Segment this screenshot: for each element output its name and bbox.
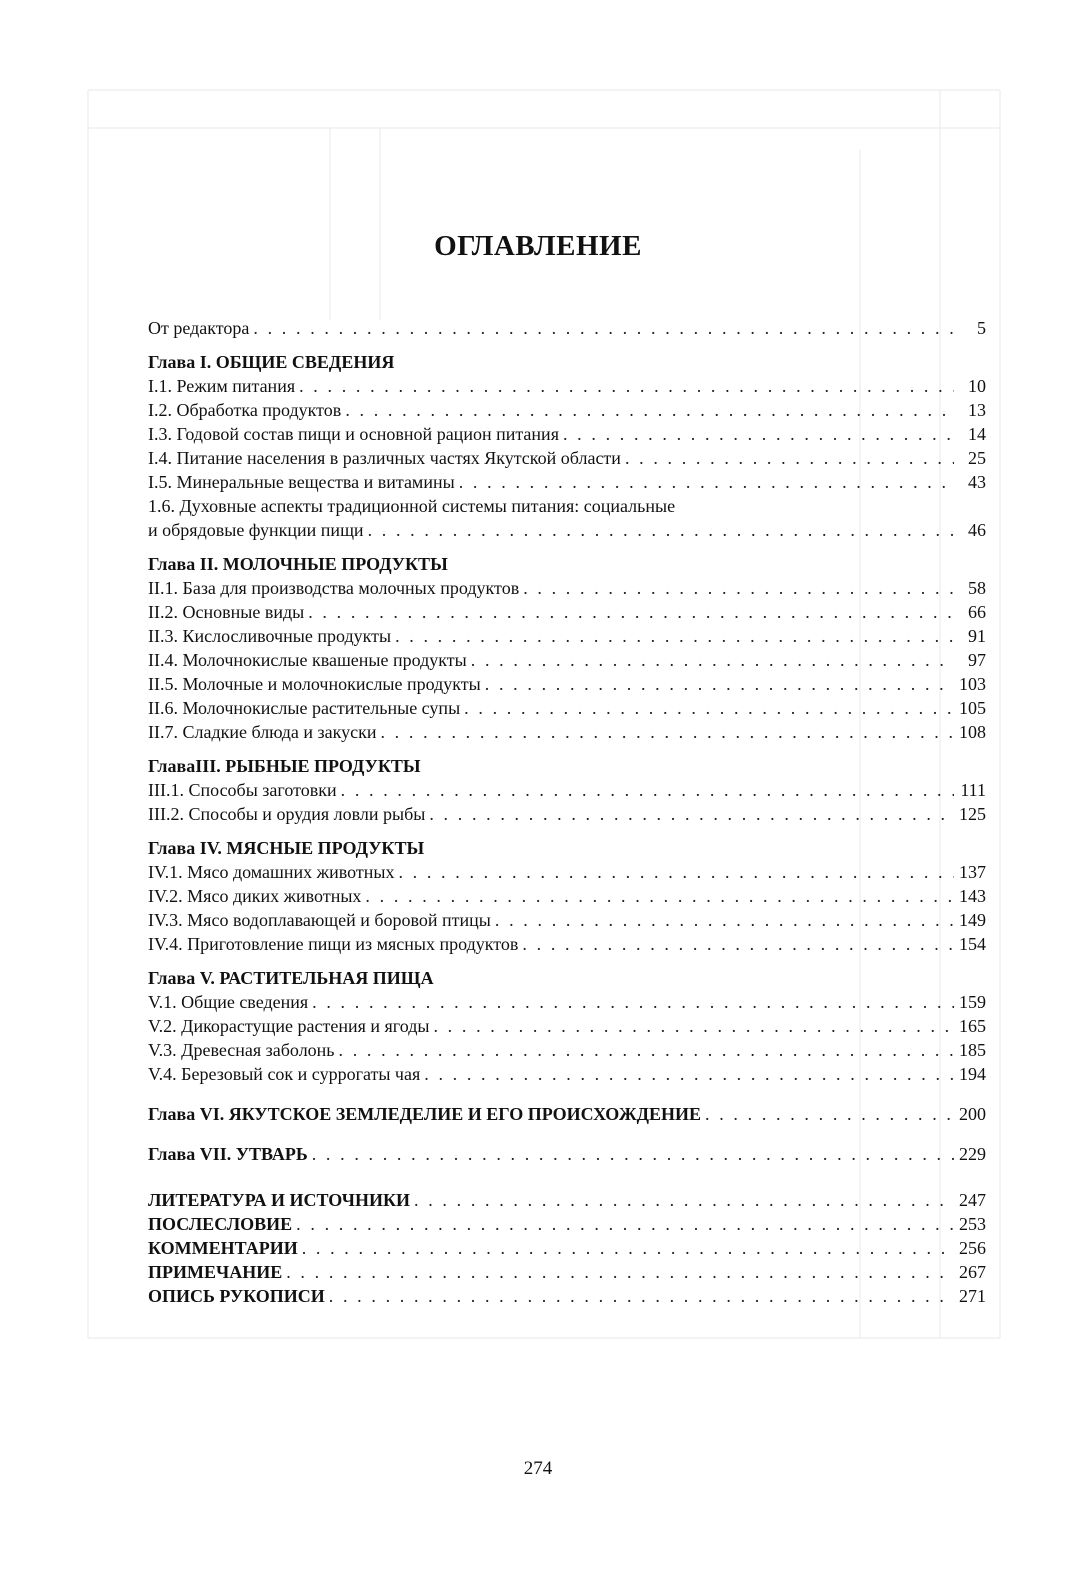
toc-entry[interactable] bbox=[148, 518, 986, 542]
chapter-heading: Глава II. МОЛОЧНЫЕ ПРОДУКТЫ bbox=[148, 554, 448, 574]
toc-entry-page: 103 bbox=[959, 674, 986, 694]
toc-entry-label: I.5. Минеральные вещества и витамины bbox=[148, 472, 455, 492]
toc-entry-page: 108 bbox=[959, 722, 986, 742]
toc-entry-page: 200 bbox=[959, 1104, 986, 1124]
dot-leader bbox=[299, 374, 954, 398]
dot-leader bbox=[705, 1102, 954, 1126]
toc-entry-page: 58 bbox=[968, 578, 986, 598]
toc-entry-label: II.1. База для производства молочных продуктов bbox=[148, 578, 520, 598]
toc-entry[interactable] bbox=[148, 672, 986, 696]
dot-leader bbox=[429, 802, 954, 826]
toc-entry-afterword[interactable] bbox=[148, 1212, 986, 1236]
toc-entry-comments[interactable] bbox=[148, 1236, 986, 1260]
toc-entry-label: IV.1. Мясо домашних животных bbox=[148, 862, 395, 882]
dot-leader bbox=[368, 518, 954, 542]
toc-entry[interactable] bbox=[148, 1014, 986, 1038]
toc-entry-page: 267 bbox=[959, 1262, 986, 1282]
toc-entry-label: IV.2. Мясо диких животных bbox=[148, 886, 362, 906]
toc-entry[interactable] bbox=[148, 778, 986, 802]
toc-entry-page: 5 bbox=[977, 318, 986, 338]
dot-leader bbox=[296, 1212, 954, 1236]
dot-leader bbox=[345, 398, 954, 422]
toc-entry-page: 271 bbox=[959, 1286, 986, 1306]
toc-entry-label: Глава VII. УТВАРЬ bbox=[148, 1144, 308, 1164]
toc-entry-label: III.2. Способы и орудия ловли рыбы bbox=[148, 804, 426, 824]
toc-entry[interactable] bbox=[148, 398, 986, 422]
toc-entry-page: 149 bbox=[959, 910, 986, 930]
toc-entry[interactable] bbox=[148, 696, 986, 720]
toc-entry[interactable] bbox=[148, 470, 986, 494]
toc-entry[interactable] bbox=[148, 1038, 986, 1062]
toc-entry[interactable] bbox=[148, 1062, 986, 1086]
toc-entry-page: 10 bbox=[968, 376, 986, 396]
toc-entry-label: V.4. Березовый сок и суррогаты чая bbox=[148, 1064, 421, 1084]
chapter-heading: Глава I. ОБЩИЕ СВЕДЕНИЯ bbox=[148, 352, 395, 372]
toc-entry-page: 165 bbox=[959, 1016, 986, 1036]
dot-leader bbox=[625, 446, 954, 470]
dot-leader bbox=[341, 778, 954, 802]
dot-leader bbox=[329, 1284, 954, 1308]
dot-leader bbox=[308, 600, 954, 624]
toc-entry[interactable] bbox=[148, 422, 986, 446]
toc-entry-label: II.5. Молочные и молочнокислые продукты bbox=[148, 674, 481, 694]
toc-entry-label: Глава VI. ЯКУТСКОЕ ЗЕМЛЕДЕЛИЕ И ЕГО ПРОИСХОЖДЕНИЕ bbox=[148, 1104, 702, 1124]
toc-entry-label: I.4. Питание населения в различных частях Якутской области bbox=[148, 448, 621, 468]
dot-leader bbox=[253, 316, 954, 340]
dot-leader bbox=[563, 422, 954, 446]
dot-leader bbox=[459, 470, 954, 494]
toc-entry-label-line1[interactable]: 1.6. Духовные аспекты традиционной системы питания: социальные bbox=[148, 496, 676, 516]
toc-entry-page: 13 bbox=[968, 400, 986, 420]
toc-entry-page: 46 bbox=[968, 520, 986, 540]
page-number: 274 bbox=[523, 1458, 553, 1479]
toc-entry-label: I.2. Обработка продуктов bbox=[148, 400, 342, 420]
toc-entry[interactable] bbox=[148, 600, 986, 624]
toc-entry-page: 159 bbox=[959, 992, 986, 1012]
toc-entry-label: II.3. Кислосливочные продукты bbox=[148, 626, 392, 646]
toc-entry-page: 43 bbox=[968, 472, 986, 492]
toc-entry-label: От редактора bbox=[148, 318, 250, 338]
toc-entry[interactable] bbox=[148, 802, 986, 826]
toc-entry-page: 91 bbox=[968, 626, 986, 646]
chapter-heading: Глава IV. МЯСНЫЕ ПРОДУКТЫ bbox=[148, 838, 425, 858]
table-of-contents bbox=[148, 316, 986, 1308]
toc-entry-label: ПРИМЕЧАНИЕ bbox=[148, 1262, 283, 1282]
dot-leader bbox=[339, 1038, 954, 1062]
toc-entry-page: 97 bbox=[968, 650, 986, 670]
dot-leader bbox=[302, 1236, 954, 1260]
dot-leader bbox=[433, 1014, 954, 1038]
toc-entry-page: 247 bbox=[959, 1190, 986, 1210]
toc-entry-page: 143 bbox=[959, 886, 986, 906]
toc-entry-notes[interactable] bbox=[148, 1260, 986, 1284]
toc-entry-page: 185 bbox=[959, 1040, 986, 1060]
toc-entry-label: V.1. Общие сведения bbox=[148, 992, 309, 1012]
toc-entry-chapter-7[interactable] bbox=[148, 1142, 986, 1166]
toc-entry-label: I.1. Режим питания bbox=[148, 376, 296, 396]
toc-entry-label: II.4. Молочнокислые квашеные продукты bbox=[148, 650, 467, 670]
toc-entry[interactable] bbox=[148, 374, 986, 398]
toc-entry[interactable] bbox=[148, 908, 986, 932]
toc-entry[interactable] bbox=[148, 990, 986, 1014]
toc-entry-page: 14 bbox=[968, 424, 986, 444]
toc-entry-page: 66 bbox=[968, 602, 986, 622]
dot-leader bbox=[471, 648, 954, 672]
toc-entry-label: II.6. Молочнокислые растительные супы bbox=[148, 698, 461, 718]
dot-leader bbox=[523, 576, 954, 600]
toc-entry-label: IV.4. Приготовление пищи из мясных продуктов bbox=[148, 934, 519, 954]
dot-leader bbox=[522, 932, 954, 956]
toc-entry[interactable] bbox=[148, 576, 986, 600]
toc-entry-manuscript-inventory[interactable] bbox=[148, 1284, 986, 1308]
toc-entry-label: II.7. Сладкие блюда и закуски bbox=[148, 722, 377, 742]
toc-entry-label: и обрядовые функции пищи bbox=[148, 520, 364, 540]
toc-entry-chapter-6[interactable] bbox=[148, 1102, 986, 1126]
toc-entry-label: I.3. Годовой состав пищи и основной рацион питания bbox=[148, 424, 559, 444]
toc-entry-label: КОММЕНТАРИИ bbox=[148, 1238, 298, 1258]
toc-entry-page: 154 bbox=[959, 934, 986, 954]
dot-leader bbox=[286, 1260, 954, 1284]
toc-entry-label: ЛИТЕРАТУРА И ИСТОЧНИКИ bbox=[148, 1190, 411, 1210]
toc-entry[interactable] bbox=[148, 932, 986, 956]
toc-entry-page: 111 bbox=[960, 780, 986, 800]
toc-entry-label: V.2. Дикорастущие растения и ягоды bbox=[148, 1016, 430, 1036]
dot-leader bbox=[495, 908, 954, 932]
toc-entry-label: V.3. Древесная заболонь bbox=[148, 1040, 335, 1060]
toc-entry-label: ПОСЛЕСЛОВИЕ bbox=[148, 1214, 293, 1234]
dot-leader bbox=[464, 696, 954, 720]
toc-entry[interactable] bbox=[148, 884, 986, 908]
toc-entry-page: 253 bbox=[959, 1214, 986, 1234]
page-title: ОГЛАВЛЕНИЕ bbox=[434, 230, 642, 262]
toc-entry[interactable] bbox=[148, 648, 986, 672]
toc-entry[interactable] bbox=[148, 446, 986, 470]
toc-entry-label: III.1. Способы заготовки bbox=[148, 780, 337, 800]
dot-leader bbox=[414, 1188, 954, 1212]
toc-entry-editor[interactable] bbox=[148, 316, 986, 340]
toc-entry-page: 25 bbox=[968, 448, 986, 468]
dot-leader bbox=[365, 884, 954, 908]
toc-entry-page: 137 bbox=[959, 862, 986, 882]
toc-entry-page: 194 bbox=[959, 1064, 986, 1084]
toc-entry-page: 229 bbox=[959, 1144, 986, 1164]
toc-entry-label: II.2. Основные виды bbox=[148, 602, 305, 622]
dot-leader bbox=[395, 624, 954, 648]
dot-leader bbox=[312, 990, 954, 1014]
toc-entry-label: IV.3. Мясо водоплавающей и боровой птицы bbox=[148, 910, 491, 930]
toc-entry-page: 125 bbox=[959, 804, 986, 824]
toc-entry[interactable] bbox=[148, 720, 986, 744]
toc-entry-literature[interactable] bbox=[148, 1188, 986, 1212]
dot-leader bbox=[485, 672, 954, 696]
toc-entry-label: ОПИСЬ РУКОПИСИ bbox=[148, 1286, 325, 1306]
dot-leader bbox=[312, 1142, 954, 1166]
toc-entry[interactable] bbox=[148, 624, 986, 648]
chapter-heading: ГлаваIII. РЫБНЫЕ ПРОДУКТЫ bbox=[148, 756, 421, 776]
dot-leader bbox=[398, 860, 954, 884]
dot-leader bbox=[424, 1062, 954, 1086]
toc-entry[interactable] bbox=[148, 860, 986, 884]
toc-entry-page: 105 bbox=[959, 698, 986, 718]
toc-entry-page: 256 bbox=[959, 1238, 986, 1258]
dot-leader bbox=[380, 720, 954, 744]
chapter-heading: Глава V. РАСТИТЕЛЬНАЯ ПИЩА bbox=[148, 968, 434, 988]
